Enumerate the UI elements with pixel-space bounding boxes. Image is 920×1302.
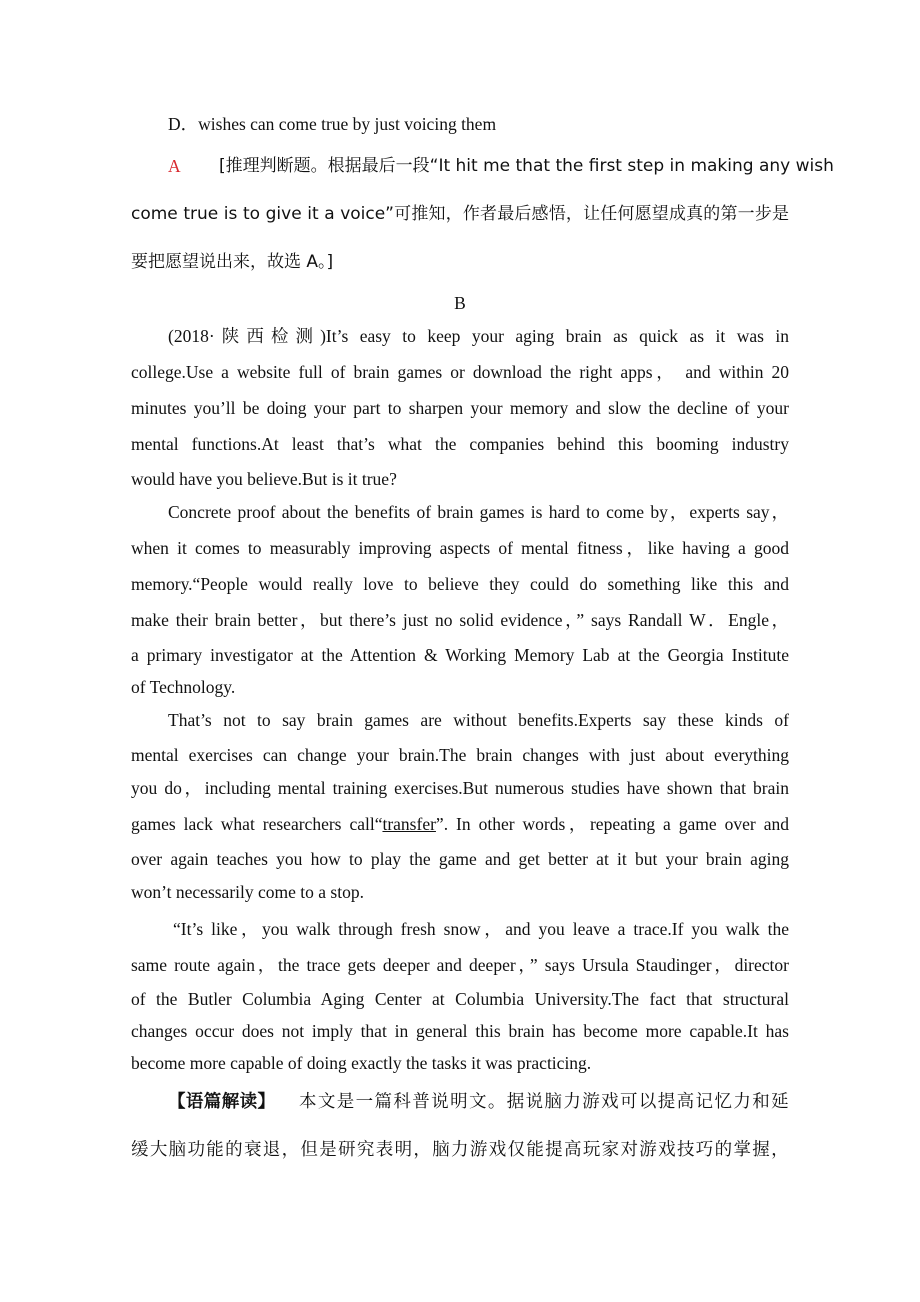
- passage-p1-line: would have you believe.But is it true?: [131, 469, 397, 489]
- passage-p4-line: of the Butler Columbia Aging Center at Columbia University.The fact that structural: [131, 989, 789, 1009]
- passage-p4-line: changes occur does not imply that in general this brain has become more capable.It has: [131, 1021, 789, 1041]
- passage-p3-line: mental exercises can change your brain.The brain changes with just about everything: [131, 745, 789, 765]
- passage-p3-line-with-underline: [131, 813, 789, 835]
- section-label: B: [454, 293, 466, 313]
- passage-p4-line: “It’s like，you walk through fresh snow，and you leave a trace.If you walk the: [173, 919, 789, 939]
- passage-p2-line: make their brain better，but there’s just no solid evidence，” says Randall W．Engle，: [131, 610, 789, 630]
- interpretation-line-1: 本文是一篇科普说明文。据说脑力游戏可以提高记忆力和延: [299, 1092, 789, 1112]
- passage-p3-line: won’t necessarily come to a stop.: [131, 882, 364, 902]
- passage-p2-line: of Technology.: [131, 677, 236, 697]
- passage-p4-line: become more capable of doing exactly the tasks it was practicing.: [131, 1053, 592, 1073]
- passage-p2-line: when it comes to measurably improving aspects of mental fitness，like having a good: [131, 538, 789, 558]
- passage-p1-line: mental functions.At least that’s what the companies behind this booming industry: [131, 434, 789, 454]
- passage-p3-line: That’s not to say brain games are without benefits.Experts say these kinds of: [168, 710, 789, 730]
- answer-explanation-line-2: come true is to give it a voice”可推知，作者最后感悟，让任何愿望成真的第一步是: [131, 204, 789, 224]
- option-d: D．wishes can come true by just voicing them: [168, 114, 497, 134]
- passage-p3-line: you do，including mental training exercises.But numerous studies have shown that brain: [131, 778, 789, 798]
- passage-p2-line: memory.“People would really love to believe they could do something like this and: [131, 574, 789, 594]
- answer-explanation-line-3: 要把愿望说出来，故选 A。]: [131, 252, 334, 272]
- passage-p1-line: minutes you’ll be doing your part to sharpen your memory and slow the decline of your: [131, 398, 789, 418]
- passage-p1-line: (2018·陕西检测)It’s easy to keep your aging brain as quick as it was in: [168, 326, 789, 346]
- passage-p2-line: a primary investigator at the Attention & Working Memory Lab at the Georgia Institute: [131, 645, 789, 665]
- passage-p3-line-end: ”. In other words，repeating a game over and: [435, 814, 789, 834]
- interpretation-line-2: 缓大脑功能的衰退，但是研究表明，脑力游戏仅能提高玩家对游戏技巧的掌握，: [131, 1140, 789, 1160]
- answer-letter: A: [168, 156, 181, 176]
- passage-p3-line-start: games lack what researchers call“: [131, 814, 383, 834]
- passage-p1-line: college.Use a website full of brain games or download the right apps， and within 20: [131, 362, 789, 382]
- underlined-word-transfer: transfer: [382, 814, 436, 834]
- passage-p3-line: over again teaches you how to play the game and get better at it but your brain aging: [131, 849, 789, 869]
- interpretation-label: 【语篇解读】: [168, 1092, 276, 1112]
- passage-p4-line: same route again，the trace gets deeper and deeper，” says Ursula Staudinger，director: [131, 955, 789, 975]
- answer-explanation-line-1: [推理判断题。根据最后一段“It hit me that the first step in making any wish: [219, 156, 834, 176]
- passage-p2-line: Concrete proof about the benefits of brain games is hard to come by，experts say，: [168, 502, 789, 522]
